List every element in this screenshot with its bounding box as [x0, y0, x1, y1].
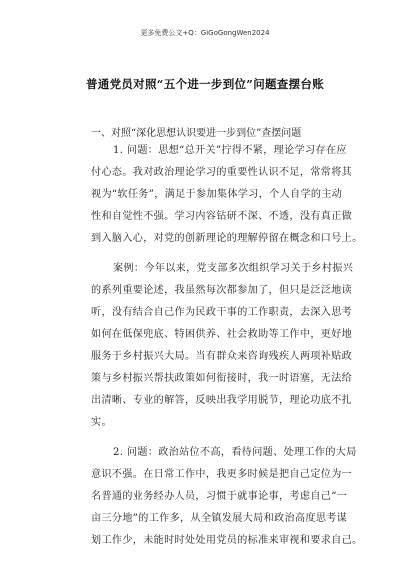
body-line: 案例：今年以来，党支部多次组织学习关于乡村振兴	[113, 263, 354, 274]
body-line: 服务于乡村振兴大局。当有群众来咨询残疾人两项补贴政	[91, 351, 353, 362]
body-line: 性和自觉性不强。学习内容钻研不深、不透，没有真正做	[91, 211, 353, 222]
body-line: 出清晰、专业的解答，反映出我学用脱节，理论功底不扎	[91, 395, 353, 406]
body-line: 视为“软任务”，满足于参加集体学习，个人自学的主动	[91, 189, 343, 200]
body-line: 1. 问题：思想“总开关”拧得不紧，理论学习存在应	[113, 145, 347, 156]
body-line: 2. 问题：政治站位不高，看待问题、处理工作的大局	[113, 447, 357, 458]
body-line: 亩三分地”的工作多，从全镇发展大局和政治高度思考谋	[91, 513, 348, 524]
body-line: 如何在低保兜底、特困供养、社会救助等工作中，更好地	[91, 329, 353, 340]
header-note: 更多免费公文+Q：GiGoGongWen2024	[140, 29, 270, 37]
body-line: 实。	[91, 417, 112, 428]
body-line: 意识不强。在日常工作中，我更多时候是把自己定位为一	[91, 469, 353, 480]
body-line: 付心态。我对政治理论学习的重要性认识不足，常常将其	[91, 167, 353, 178]
body-line: 名普通的业务经办人员，习惯于就事论事，考虑自己“一	[91, 491, 348, 502]
section-heading: 一、对照“深化思想认识要进一步到位”查摆问题	[91, 128, 302, 139]
body-line: 到入脑入心，对党的创新理论的理解停留在概念和口号上。	[91, 233, 363, 244]
body-line: 策与乡村振兴帮扶政策如何衔接时，我一时语塞，无法给	[91, 373, 353, 384]
document-title: 普通党员对照“五个进一步到位”问题查摆台账	[85, 77, 325, 91]
body-line: 听，没有结合自己作为民政干事的工作职责，去深入思考	[91, 307, 353, 318]
body-line: 划工作少，未能时时处处用党员的标准来审视和要求自己。	[91, 535, 363, 546]
body-line: 的系列重要论述，我虽然每次都参加了，但只是泛泛地读	[91, 285, 353, 296]
